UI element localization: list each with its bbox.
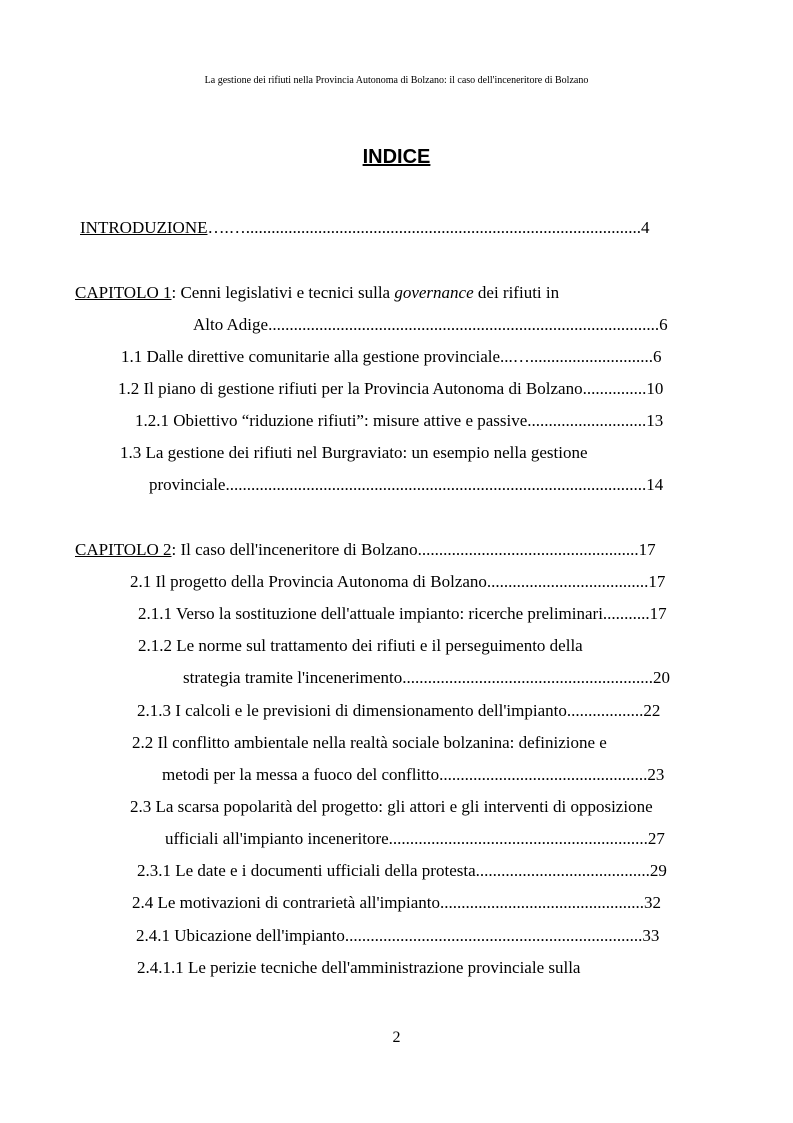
toc-entry-2-4[interactable]: 2.4 Le motivazioni di contrarietà all'impianto................................................32 <box>132 893 662 912</box>
toc-text: : Cenni legislativi e tecnici sulla <box>171 283 395 302</box>
toc-text-italic: governance <box>394 283 474 302</box>
page-title: INDICE <box>362 146 431 168</box>
toc-entry-1-3[interactable]: 1.3 La gestione dei rifiuti nel Burgraviato: un esempio nella gestione <box>120 443 588 462</box>
toc-entry-capitolo-1-cont[interactable]: Alto Adige............................................................................................6 <box>193 315 668 334</box>
toc-entry-2-3-cont[interactable]: ufficiali all'impianto inceneritore.............................................................27 <box>165 829 665 848</box>
toc-entry-1-2-1[interactable]: 1.2.1 Obiettivo “riduzione rifiuti”: misure attive e passive............................13 <box>135 411 664 430</box>
toc-entry-2-4-1-1[interactable]: 2.4.1.1 Le perizie tecniche dell'amministrazione provinciale sulla <box>137 958 581 977</box>
toc-entry-2-2-cont[interactable]: metodi per la messa a fuoco del conflitto.................................................23 <box>162 765 665 784</box>
toc-label: CAPITOLO 2 <box>75 540 172 559</box>
toc-entry-introduzione[interactable] <box>80 217 649 239</box>
toc-text: dei rifiuti in <box>473 283 560 302</box>
toc-entry-1-3-cont[interactable]: provinciale...................................................................................................14 <box>149 475 664 494</box>
page-number: 2 <box>392 1029 401 1046</box>
toc-entry-2-3-1[interactable]: 2.3.1 Le date e i documenti ufficiali della protesta.........................................29 <box>137 861 667 880</box>
toc-entry-2-3[interactable]: 2.3 La scarsa popolarità del progetto: gli attori e gli interventi di opposizione <box>130 797 653 816</box>
toc-entry-2-1-3[interactable]: 2.1.3 I calcoli e le previsioni di dimensionamento dell'impianto..................22 <box>137 701 661 720</box>
toc-entry-capitolo-2[interactable] <box>75 539 656 561</box>
running-header: La gestione dei rifiuti nella Provincia Autonoma di Bolzano: il caso dell'inceneritore di Bolzano <box>204 75 589 86</box>
toc-dots: ….….............................................................................................4 <box>207 218 650 237</box>
toc-entry-2-2[interactable]: 2.2 Il conflitto ambientale nella realtà sociale bolzanina: definizione e <box>132 733 607 752</box>
toc-entry-2-1-2-cont[interactable]: strategia tramite l'incenerimento...........................................................20 <box>183 668 670 687</box>
toc-entry-1-2[interactable]: 1.2 Il piano di gestione rifiuti per la Provincia Autonoma di Bolzano...............10 <box>118 379 664 398</box>
toc-entry-1-1[interactable]: 1.1 Dalle direttive comunitarie alla gestione provinciale...….............................6 <box>121 347 662 366</box>
toc-dots: : Il caso dell'inceneritore di Bolzano....................................................17 <box>171 540 656 559</box>
toc-entry-2-1-2[interactable]: 2.1.2 Le norme sul trattamento dei rifiuti e il perseguimento della <box>138 636 583 655</box>
toc-label: CAPITOLO 1 <box>75 283 172 302</box>
toc-entry-2-1-1[interactable]: 2.1.1 Verso la sostituzione dell'attuale impianto: ricerche preliminari...........17 <box>138 604 667 623</box>
toc-entry-capitolo-1[interactable] <box>75 282 559 304</box>
toc-entry-2-4-1[interactable]: 2.4.1 Ubicazione dell'impianto......................................................................33 <box>136 926 660 945</box>
toc-entry-2-1[interactable]: 2.1 Il progetto della Provincia Autonoma di Bolzano......................................17 <box>130 572 666 591</box>
toc-label: INTRODUZIONE <box>80 218 208 237</box>
